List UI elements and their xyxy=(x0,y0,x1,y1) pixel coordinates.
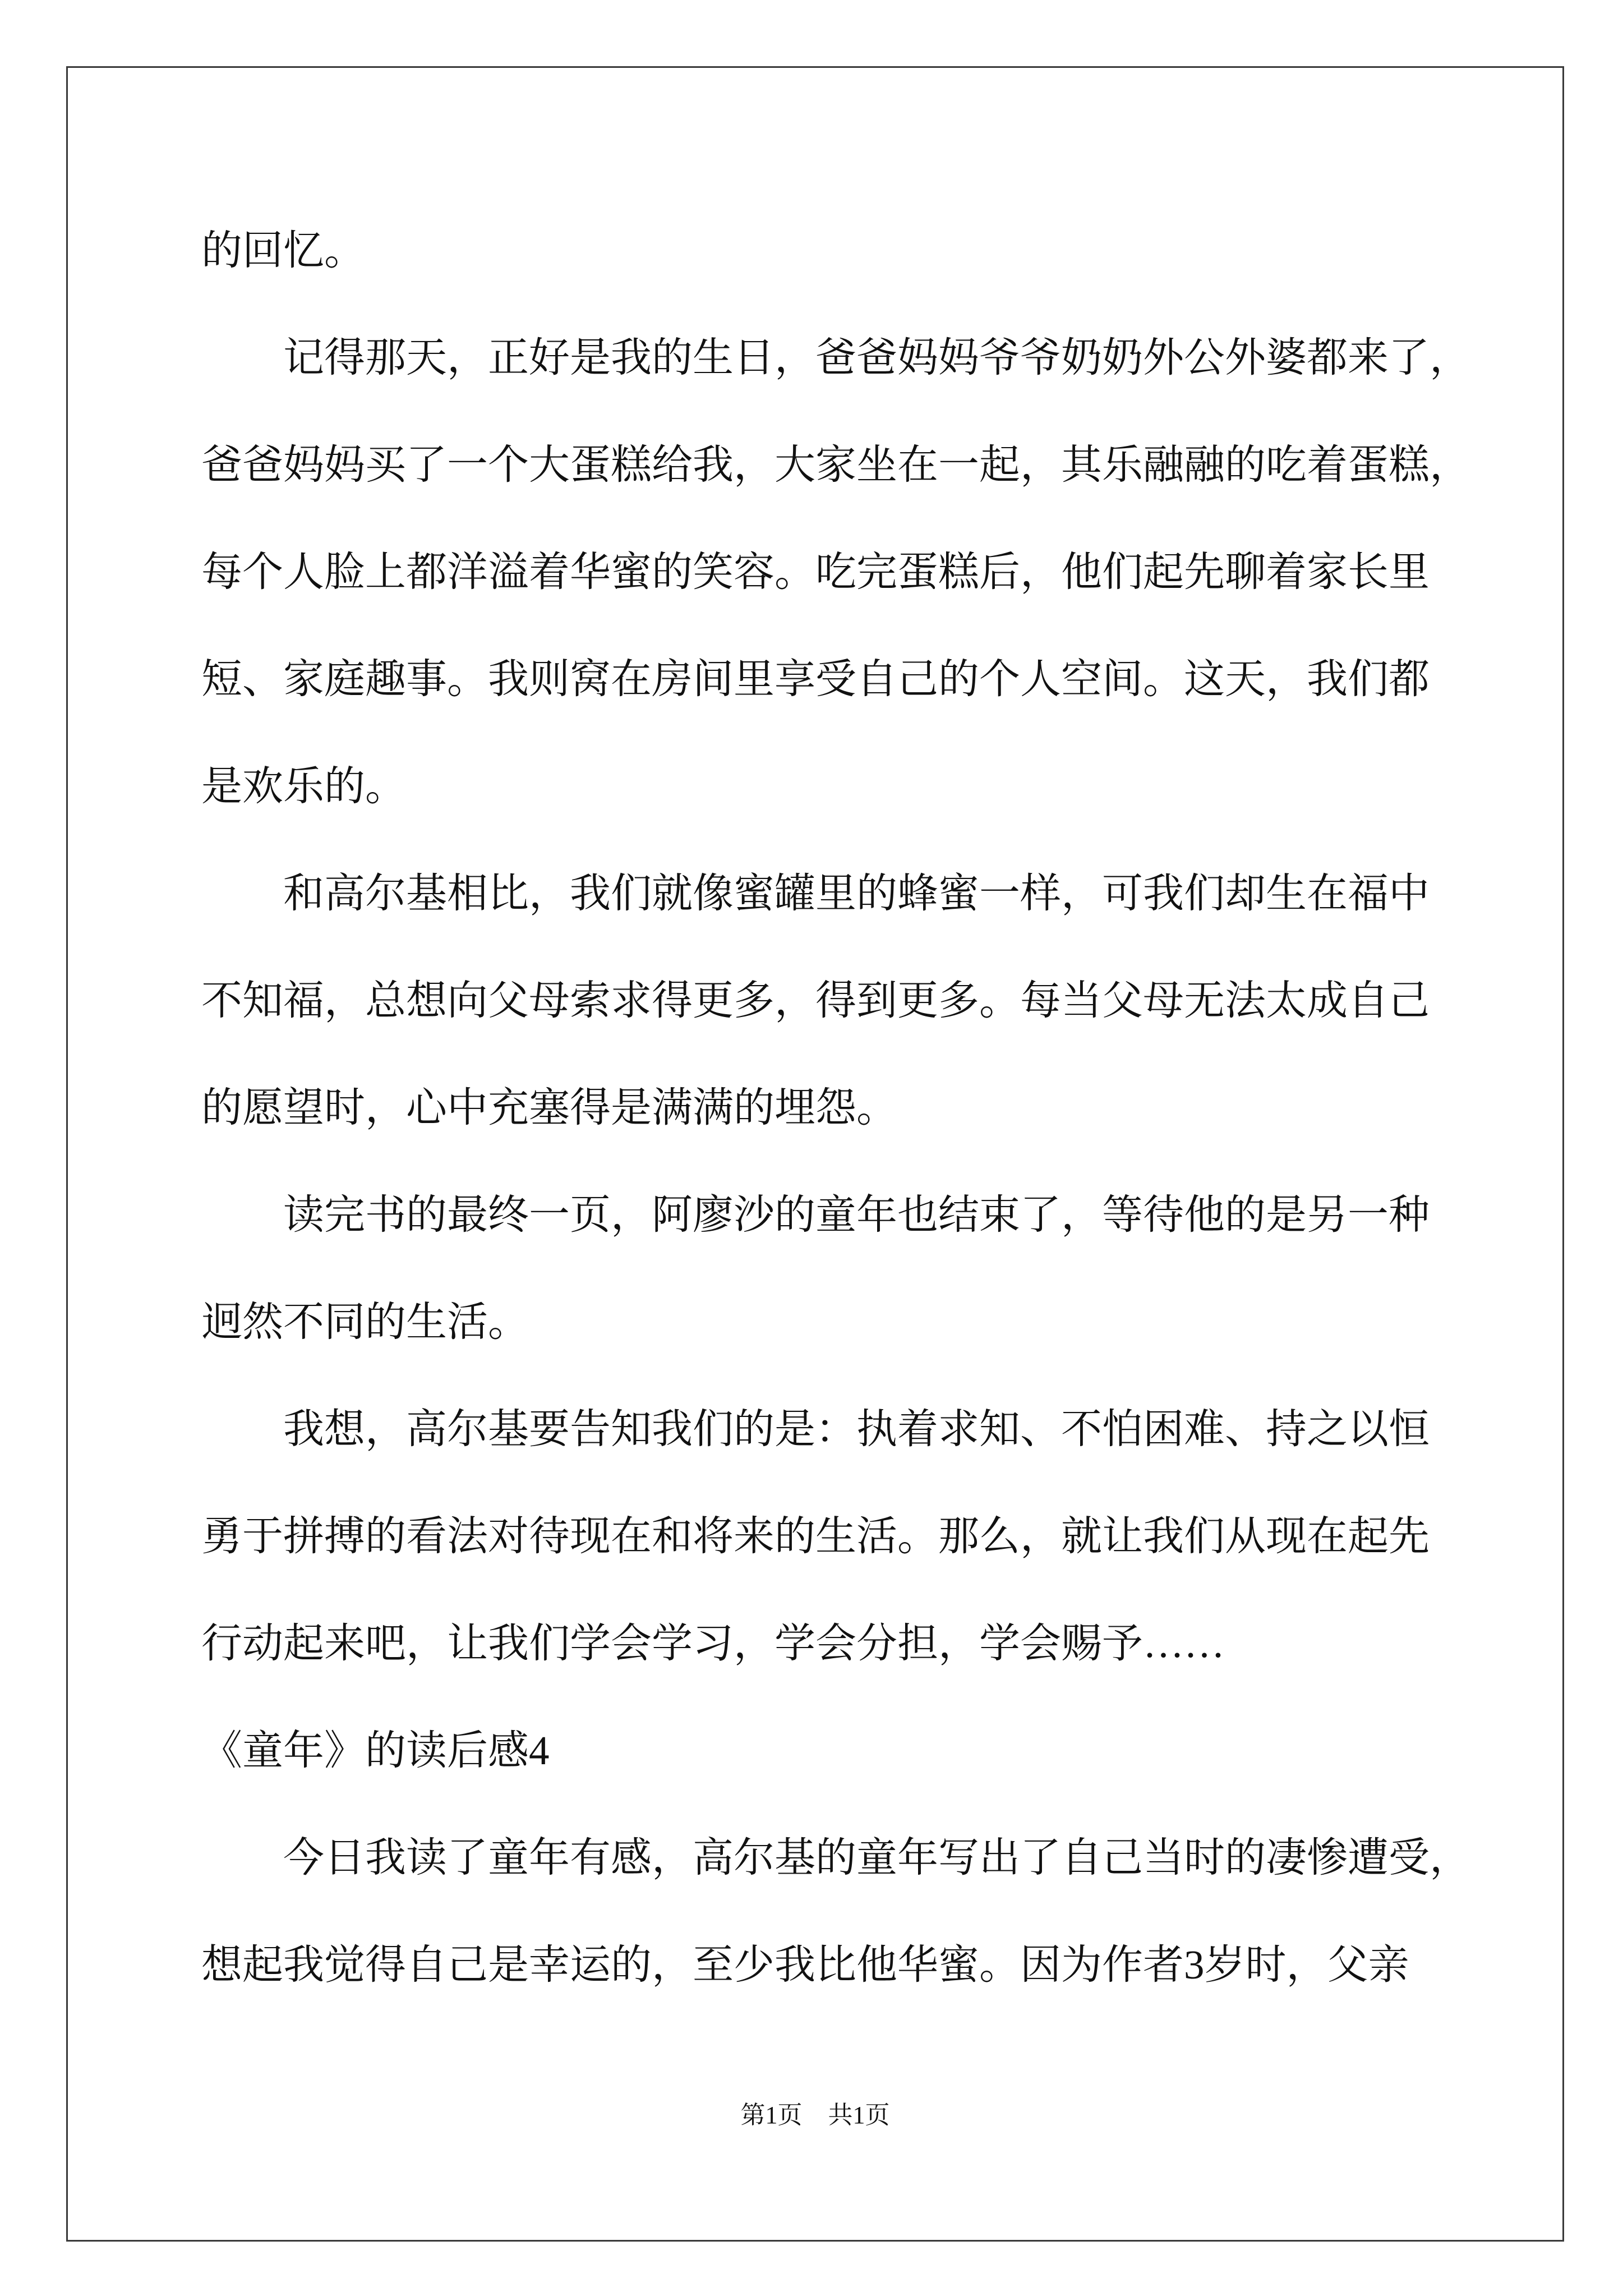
text-line: 和高尔基相比，我们就像蜜罐里的蜂蜜一样，可我们却生在福中 xyxy=(283,871,1430,916)
paragraph xyxy=(201,1804,1508,2018)
text-line: 勇于拼搏的看法对待现在和将来的生活。那么，就让我们从现在起先 xyxy=(201,1513,1430,1559)
page-footer xyxy=(66,2099,1564,2132)
text-line: 短、家庭趣事。我则窝在房间里享受自己的个人空间。这天，我们都 xyxy=(201,656,1430,702)
text-line: 不知福，总想向父母索求得更多，得到更多。每当父母无法太成自己 xyxy=(201,978,1430,1023)
text-line: 我想，高尔基要告知我们的是：执着求知、不怕困难、持之以恒 xyxy=(283,1406,1430,1452)
paragraph xyxy=(201,304,1508,840)
text-line: 的回忆。 xyxy=(201,228,365,273)
text-line: 的愿望时，心中充塞得是满满的埋怨。 xyxy=(201,1085,897,1130)
text-line: 行动起来吧，让我们学会学习，学会分担，学会赐予…… xyxy=(201,1621,1225,1666)
text-line: 读完书的最终一页，阿廖沙的童年也结束了，等待他的是另一种 xyxy=(283,1192,1430,1237)
text-line: 记得那天，正好是我的生日，爸爸妈妈爷爷奶奶外公外婆都来了， xyxy=(283,335,1470,380)
text-line: 每个人脸上都洋溢着华蜜的笑容。吃完蛋糕后，他们起先聊着家长里 xyxy=(201,549,1430,595)
page-number: 第1页 xyxy=(740,2101,803,2129)
section-heading: 《童年》的读后感4 xyxy=(201,1728,550,1773)
paragraph xyxy=(201,1161,1508,1375)
paragraph xyxy=(201,840,1508,1161)
text-line: 想起我觉得自己是幸运的，至少我比他华蜜。因为作者3岁时，父亲 xyxy=(201,1942,1409,1987)
continued-paragraph xyxy=(201,197,1508,304)
text-line: 是欢乐的。 xyxy=(201,763,406,809)
paragraph xyxy=(201,1375,1508,1697)
page-total: 共1页 xyxy=(828,2101,890,2129)
text-line: 今日我读了童年有感，高尔基的童年写出了自己当时的凄惨遭受， xyxy=(283,1835,1470,1880)
text-line: 爸爸妈妈买了一个大蛋糕给我，大家坐在一起，其乐融融的吃着蛋糕， xyxy=(201,442,1470,487)
document-body xyxy=(201,197,1508,2018)
text-line: 迥然不同的生活。 xyxy=(201,1299,529,1345)
